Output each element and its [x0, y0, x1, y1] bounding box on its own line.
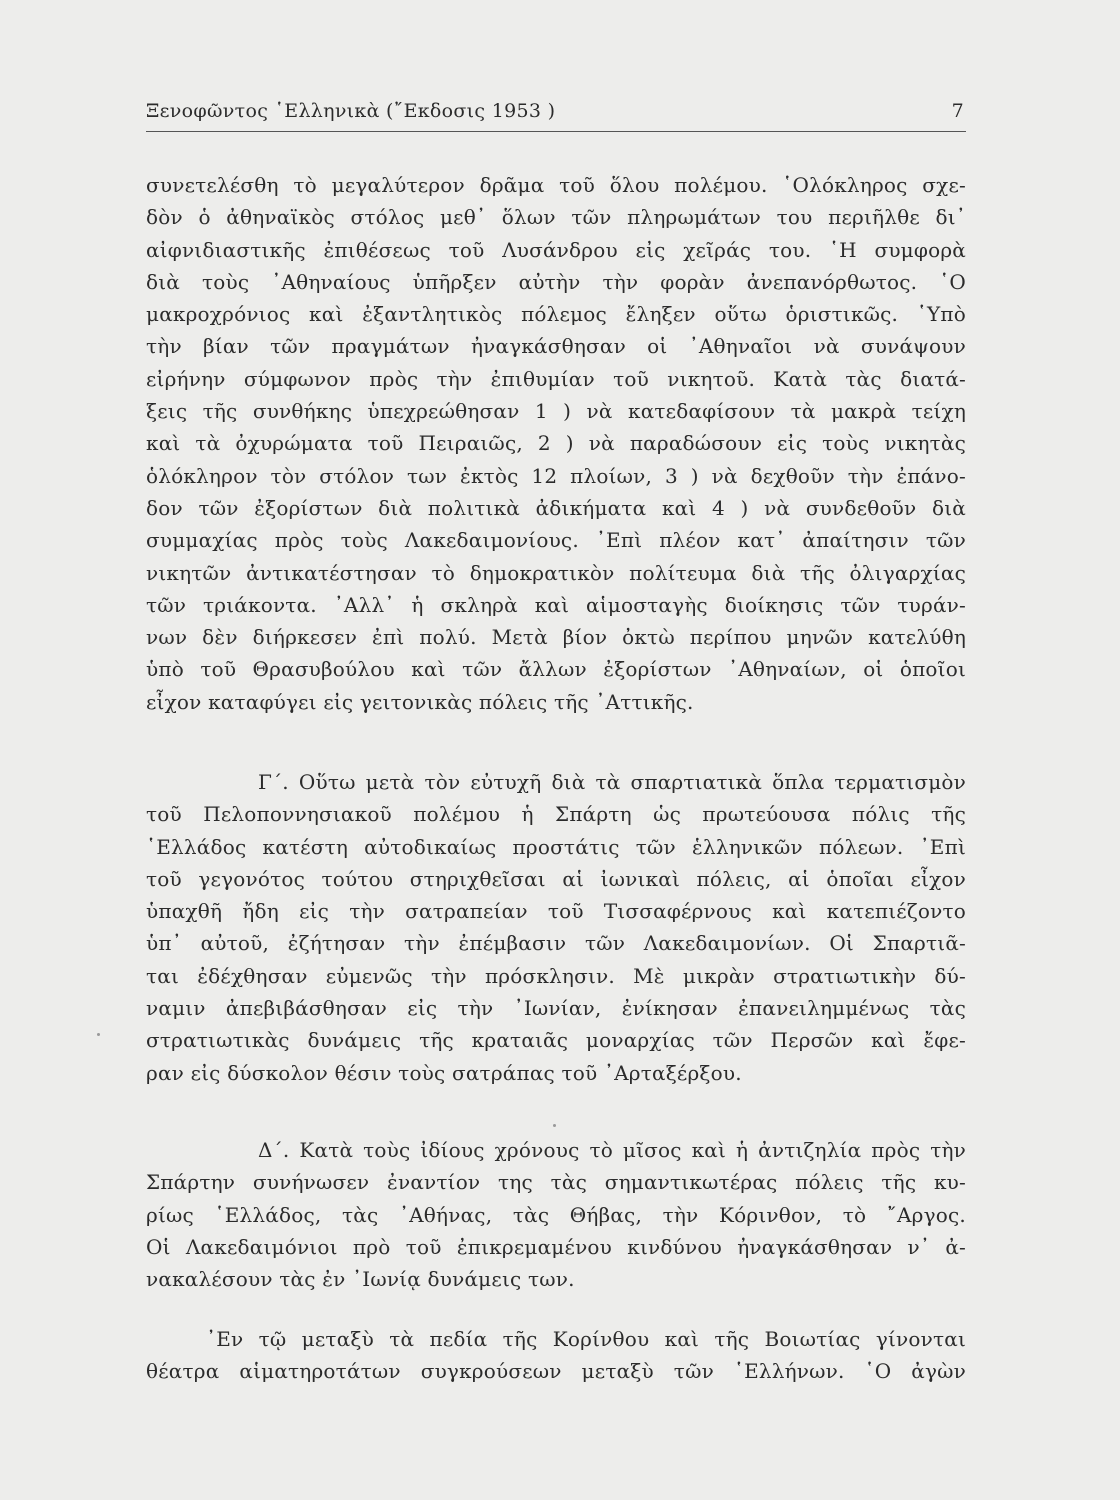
text-line: ρίως ῾Ελλάδος, τὰς ᾽Αθήνας, τὰς Θήβας, τὴν Κόρινθον, τὸ ῎Αργος. [146, 1202, 966, 1227]
text-line: θέατρα αἱματηροτάτων συγκρούσεων μεταξὺ τῶν ῾Ελλήνων. ῾Ο ἀγὼν [146, 1359, 966, 1384]
text-line: Δ΄. Κατὰ τοὺς ἰδίους χρόνους τὸ μῖσος καὶ ἡ ἀντιζηλία πρὸς τὴν [258, 1138, 966, 1162]
text-line: τὴν βίαν τῶν πραγμάτων ἠναγκάσθησαν οἱ ᾽Αθηναῖοι νὰ συνάψουν [146, 334, 966, 359]
text-line: ὁλόκληρον τὸν στόλον των ἐκτὸς 12 πλοίων, 3 ) νὰ δεχθοῦν τὴν ἐπάνο- [146, 463, 966, 488]
text-line: συμμαχίας πρὸς τοὺς Λακεδαιμονίους. ᾽Επὶ πλέον κατ᾽ ἀπαίτησιν τῶν [146, 528, 966, 553]
text-line: ὑπαχθῆ ἤδη εἰς τὴν σατραπείαν τοῦ Τισσαφέρνους καὶ κατεπιέζοντο [146, 899, 966, 924]
text-line: τῶν τριάκοντα. ᾽Αλλ᾽ ἡ σκληρὰ καὶ αἱμοσταγὴς διοίκησις τῶν τυράν- [146, 592, 966, 617]
paragraph-2 [146, 766, 966, 1089]
text-line: στρατιωτικὰς δυνάμεις τῆς κραταιᾶς μοναρχίας τῶν Περσῶν καὶ ἔφε- [146, 1028, 966, 1053]
text-line: Οἱ Λακεδαιμόνιοι πρὸ τοῦ ἐπικρεμαμένου κινδύνου ἠναγκάσθησαν ν᾽ ἀ- [146, 1234, 966, 1259]
paragraph-3 [146, 1134, 966, 1295]
text-line: ῾Ελλάδος κατέστη αὐτοδικαίως προστάτις τῶν ἑλληνικῶν πόλεων. ᾽Επὶ [146, 834, 966, 859]
text-line: δον τῶν ἐξορίστων διὰ πολιτικὰ ἀδικήματα καὶ 4 ) νὰ συνδεθοῦν διὰ [146, 495, 966, 520]
text-line: εἰρήνην σύμφωνον πρὸς τὴν ἐπιθυμίαν τοῦ νικητοῦ. Κατὰ τὰς διατά- [146, 366, 966, 391]
text-line: καὶ τὰ ὀχυρώματα τοῦ Πειραιῶς, 2 ) νὰ παραδώσουν εἰς τοὺς νικητὰς [146, 431, 966, 456]
text-line: διὰ τοὺς ᾽Αθηναίους ὑπῆρξεν αὐτὴν τὴν φορὰν ἀνεπανόρθωτος. ῾Ο [146, 269, 966, 294]
text-line: ξεις τῆς συνθήκης ὑπεχρεώθησαν 1 ) νὰ κατεδαφίσουν τὰ μακρὰ τείχη [146, 399, 966, 424]
text-line: εἶχον καταφύγει εἰς γειτονικὰς πόλεις τῆς ᾽Αττικῆς. [146, 689, 694, 714]
scan-speck [553, 1124, 556, 1127]
text-line: νικητῶν ἀντικατέστησαν τὸ δημοκρατικὸν πολίτευμα διὰ τῆς ὀλιγαρχίας [146, 560, 966, 585]
text-line: ὑπὸ τοῦ Θρασυβούλου καὶ τῶν ἄλλων ἐξορίστων ᾽Αθηναίων, οἱ ὁποῖοι [146, 657, 966, 682]
text-line: ᾽Εν τῷ μεταξὺ τὰ πεδία τῆς Κορίνθου καὶ τῆς Βοιωτίας γίνονται [206, 1327, 966, 1351]
text-line: νακαλέσουν τὰς ἐν ᾽Ιωνίᾳ δυνάμεις των. [146, 1267, 575, 1292]
text-line: συνετελέσθη τὸ μεγαλύτερον δρᾶμα τοῦ ὅλου πολέμου. ῾Ολόκληρος σχε- [146, 173, 966, 197]
text-line: τοῦ γεγονότος τούτου στηριχθεῖσαι αἱ ἰωνικαὶ πόλεις, αἱ ὁποῖαι εἶχον [146, 866, 966, 891]
text-line: Σπάρτην συνήνωσεν ἐναντίον της τὰς σημαντικωτέρας πόλεις τῆς κυ- [146, 1170, 966, 1195]
text-line: ὑπ᾽ αὐτοῦ, ἐζήτησαν τὴν ἐπέμβασιν τῶν Λακεδαιμονίων. Οἱ Σπαρτιᾶ- [146, 931, 966, 956]
paragraph-1 [146, 169, 966, 718]
page-number: 7 [951, 100, 964, 122]
header-rule [146, 131, 966, 132]
text-line: νων δὲν διήρκεσεν ἐπὶ πολύ. Μετὰ βίον ὀκτὼ περίπου μηνῶν κατελύθη [146, 625, 966, 650]
header-title: Ξενοφῶντος ῾Ελληνικὰ (῎Εκδοσις 1953 ) [146, 100, 556, 122]
text-line: Γ΄. Οὕτω μετὰ τὸν εὐτυχῆ διὰ τὰ σπαρτιατικὰ ὅπλα τερματισμὸν [258, 770, 966, 794]
paragraph-4 [146, 1323, 966, 1388]
text-line: τοῦ Πελοποννησιακοῦ πολέμου ἡ Σπάρτη ὡς πρωτεύουσα πόλις τῆς [146, 802, 966, 827]
text-line: αἰφνιδιαστικῆς ἐπιθέσεως τοῦ Λυσάνδρου εἰς χεῖράς του. ῾Η συμφορὰ [146, 237, 966, 262]
text-line: ται ἐδέχθησαν εὐμενῶς τὴν πρόσκλησιν. Μὲ μικρὰν στρατιωτικὴν δύ- [146, 963, 966, 988]
text-line: ναμιν ἀπεβιβάσθησαν εἰς τὴν ᾽Ιωνίαν, ἐνίκησαν ἐπανειλημμένως τὰς [146, 996, 966, 1021]
text-line: ραν εἰς δύσκολον θέσιν τοὺς σατράπας τοῦ ᾽Αρταξέρξου. [146, 1060, 742, 1085]
text-line: μακροχρόνιος καὶ ἐξαντλητικὸς πόλεμος ἔληξεν οὕτω ὁριστικῶς. ῾Υπὸ [146, 302, 966, 327]
text-line: δὸν ὁ ἀθηναϊκὸς στόλος μεθ᾽ ὅλων τῶν πληρωμάτων του περιῆλθε δι᾽ [146, 205, 966, 230]
scan-speck [97, 1033, 100, 1036]
running-header [146, 100, 966, 130]
